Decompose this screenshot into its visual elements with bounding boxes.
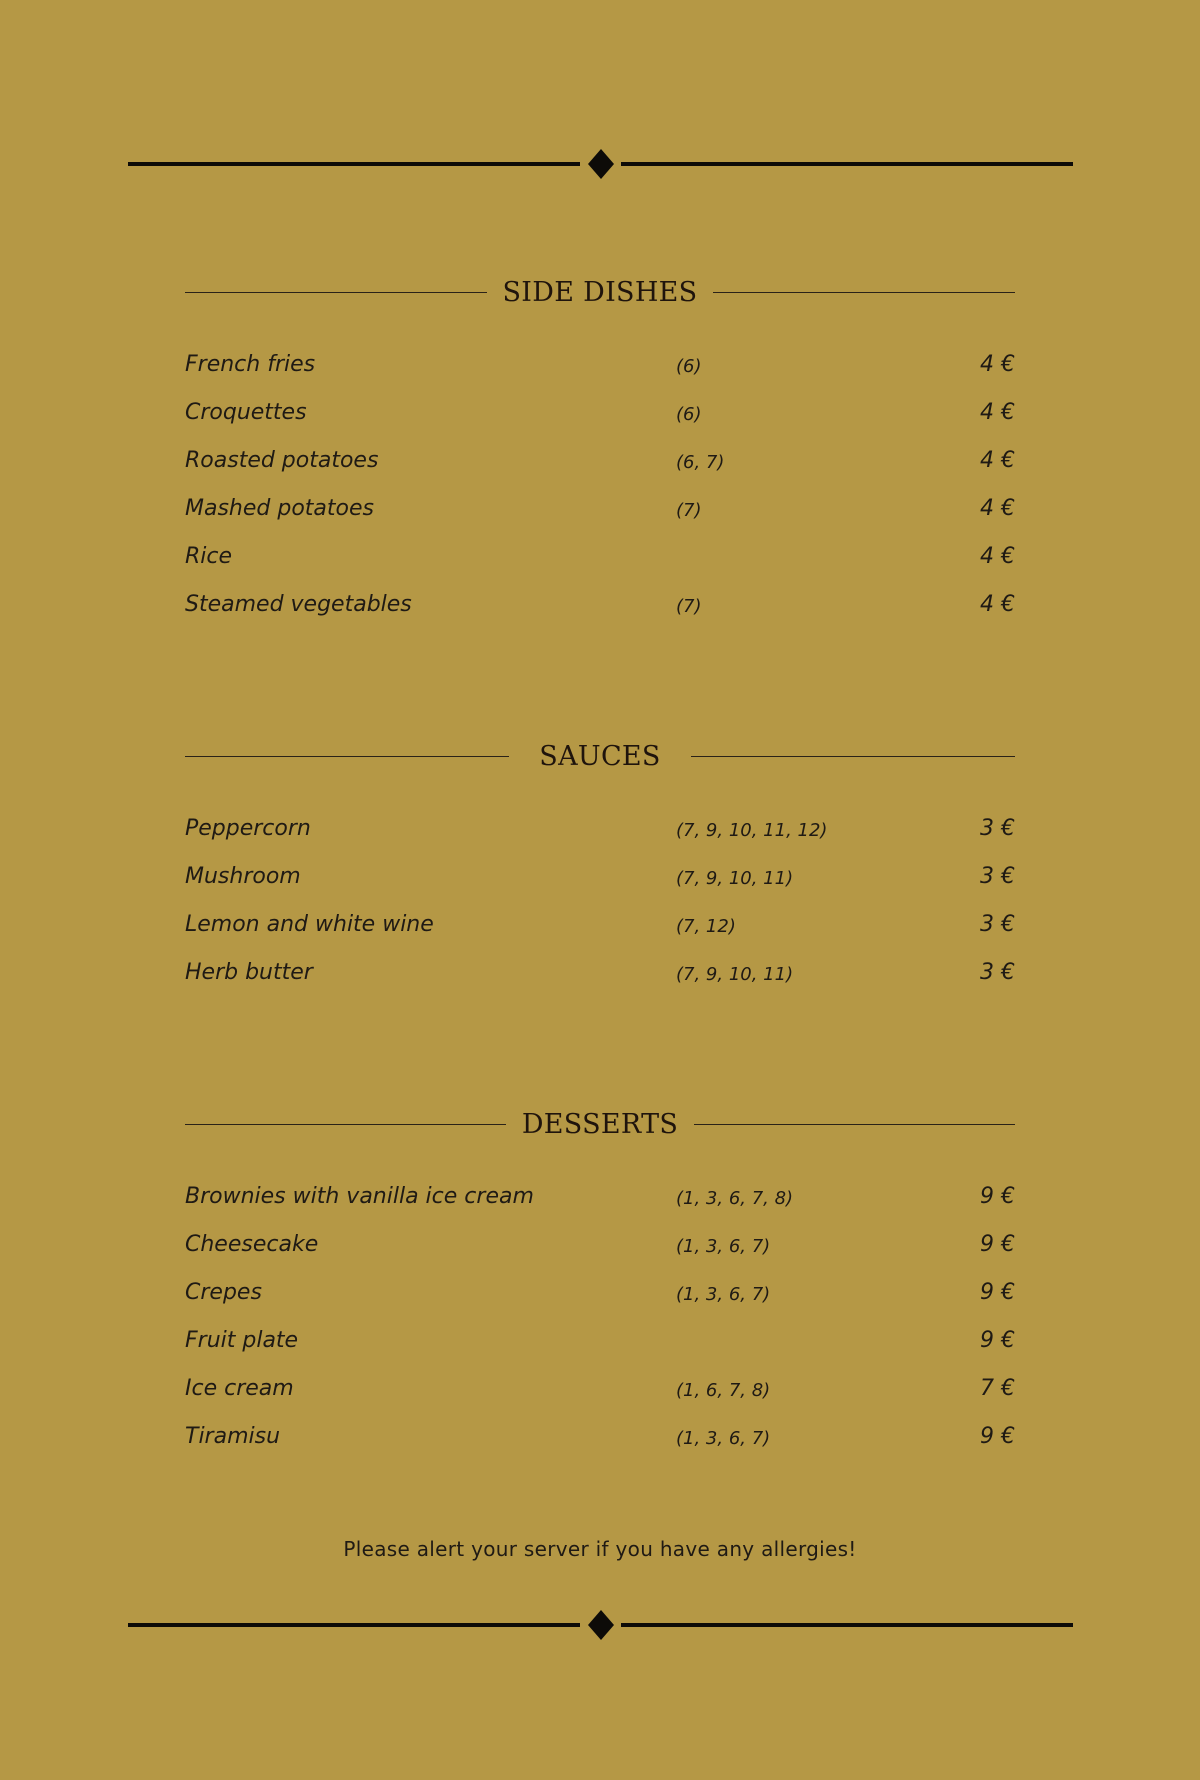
- item-allergens: (1, 3, 6, 7, 8): [676, 1188, 794, 1209]
- menu-item: [185, 588, 1015, 636]
- menu-item: [185, 908, 1015, 956]
- item-allergens: (7, 12): [676, 916, 736, 937]
- menu-item: [185, 348, 1015, 396]
- item-allergens: (1, 3, 6, 7): [676, 1236, 771, 1257]
- item-name: Ice cream: [185, 1376, 294, 1401]
- item-name: Fruit plate: [185, 1328, 299, 1353]
- item-price: 4 €: [980, 496, 1015, 521]
- desserts-list: [185, 1180, 1015, 1468]
- item-allergens: (1, 3, 6, 7): [676, 1428, 771, 1449]
- section-header-desserts: [185, 1104, 1015, 1144]
- menu-item: [185, 396, 1015, 444]
- menu-item: [185, 860, 1015, 908]
- menu-item: [185, 540, 1015, 588]
- header-rule-left: [185, 1124, 506, 1125]
- section-header-sauces: [185, 736, 1015, 776]
- item-allergens: (7): [676, 596, 702, 617]
- header-rule-right: [694, 1124, 1015, 1125]
- item-allergens: (6): [676, 404, 702, 425]
- item-name: Lemon and white wine: [185, 912, 434, 937]
- top-ornament-divider: [128, 149, 1073, 179]
- menu-item: [185, 1372, 1015, 1420]
- menu-item: [185, 1420, 1015, 1468]
- item-price: 4 €: [980, 592, 1015, 617]
- section-title: SAUCES: [539, 740, 661, 772]
- bottom-ornament-divider: [128, 1610, 1073, 1640]
- menu-item: [185, 812, 1015, 860]
- item-name: Peppercorn: [185, 816, 311, 841]
- menu-item: [185, 1324, 1015, 1372]
- item-name: Tiramisu: [185, 1424, 281, 1449]
- item-name: Croquettes: [185, 400, 307, 425]
- item-allergens: (1, 3, 6, 7): [676, 1284, 771, 1305]
- menu-item: [185, 1180, 1015, 1228]
- item-price: 4 €: [980, 544, 1015, 569]
- item-allergens: (6, 7): [676, 452, 725, 473]
- ornament-line-left: [128, 1623, 580, 1627]
- sauces-list: [185, 812, 1015, 1004]
- item-price: 9 €: [980, 1424, 1015, 1449]
- ornament-line-right: [621, 162, 1073, 166]
- diamond-icon: [588, 149, 614, 179]
- item-allergens: (7, 9, 10, 11, 12): [676, 820, 828, 841]
- item-name: Mashed potatoes: [185, 496, 374, 521]
- item-name: Rice: [185, 544, 233, 569]
- menu-item: [185, 956, 1015, 1004]
- item-allergens: (7, 9, 10, 11): [676, 868, 794, 889]
- side-dishes-list: [185, 348, 1015, 636]
- header-rule-left: [185, 756, 509, 757]
- item-price: 9 €: [980, 1184, 1015, 1209]
- item-price: 9 €: [980, 1328, 1015, 1353]
- section-title: SIDE DISHES: [502, 276, 698, 308]
- section-title: DESSERTS: [521, 1108, 679, 1140]
- item-price: 7 €: [980, 1376, 1015, 1401]
- item-name: French fries: [185, 352, 316, 377]
- menu-item: [185, 444, 1015, 492]
- item-allergens: (1, 6, 7, 8): [676, 1380, 771, 1401]
- item-price: 3 €: [980, 960, 1015, 985]
- menu-item: [185, 1276, 1015, 1324]
- item-name: Brownies with vanilla ice cream: [185, 1184, 534, 1209]
- item-price: 4 €: [980, 448, 1015, 473]
- ornament-line-left: [128, 162, 580, 166]
- item-name: Mushroom: [185, 864, 301, 889]
- item-name: Herb butter: [185, 960, 313, 985]
- item-name: Crepes: [185, 1280, 262, 1305]
- item-price: 3 €: [980, 816, 1015, 841]
- item-price: 9 €: [980, 1280, 1015, 1305]
- item-allergens: (7, 9, 10, 11): [676, 964, 794, 985]
- item-allergens: (6): [676, 356, 702, 377]
- item-price: 4 €: [980, 400, 1015, 425]
- item-name: Steamed vegetables: [185, 592, 412, 617]
- item-price: 9 €: [980, 1232, 1015, 1257]
- diamond-icon: [588, 1610, 614, 1640]
- item-name: Roasted potatoes: [185, 448, 379, 473]
- item-allergens: (7): [676, 500, 702, 521]
- header-rule-left: [185, 292, 487, 293]
- allergy-notice: Please alert your server if you have any allergies!: [343, 1537, 857, 1561]
- menu-item: [185, 492, 1015, 540]
- section-header-side-dishes: [185, 272, 1015, 312]
- header-rule-right: [691, 756, 1015, 757]
- item-price: 4 €: [980, 352, 1015, 377]
- ornament-line-right: [621, 1623, 1073, 1627]
- item-price: 3 €: [980, 912, 1015, 937]
- item-name: Cheesecake: [185, 1232, 319, 1257]
- menu-item: [185, 1228, 1015, 1276]
- header-rule-right: [713, 292, 1015, 293]
- item-price: 3 €: [980, 864, 1015, 889]
